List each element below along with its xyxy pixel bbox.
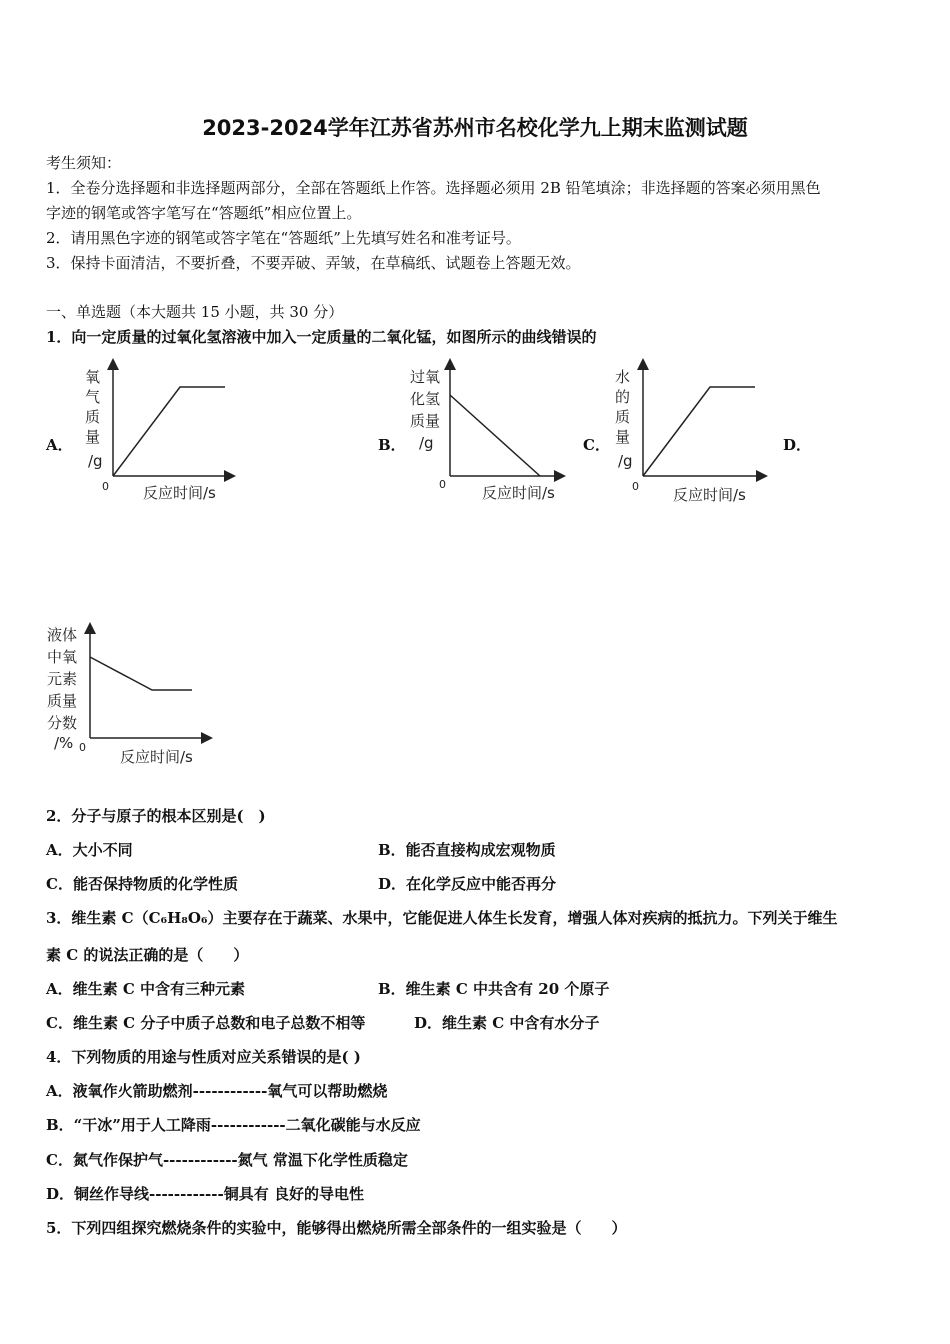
y-label-5: 分数 (47, 714, 78, 732)
x-label: 反应时间/s (482, 484, 555, 502)
y-label-3: 质量 (410, 412, 441, 430)
y-label-3: 质 (85, 408, 101, 426)
y-label-5: /g (618, 452, 633, 470)
q1-graph-b (405, 358, 575, 508)
notice-item-1-line-1: 1．全卷分选择题和非选择题两部分，全部在答题纸上作答。选择题必须用 2B 铅笔填涂；非选择题的答案必须用黑色 (46, 179, 821, 197)
x-label: 反应时间/s (143, 484, 216, 502)
q1-option-b-label: B． (378, 436, 406, 454)
q1-option-d-label: D． (783, 436, 812, 454)
x-label: 反应时间/s (673, 486, 746, 504)
q4-option-a: A．液氧作火箭助燃剂------------氧气可以帮助燃烧 (46, 1082, 388, 1100)
q4-option-d: D．铜丝作导线------------铜具有 良好的导电性 (46, 1185, 364, 1203)
origin-label: 0 (79, 741, 86, 754)
notice-item-3: 3．保持卡面清洁，不要折叠，不要弄破、弄皱，在草稿纸、试题卷上答题无效。 (46, 254, 581, 272)
y-label-3: 质 (615, 408, 631, 426)
y-label-4: /g (419, 434, 434, 452)
q4-stem: 4．下列物质的用途与性质对应关系错误的是( ) (46, 1048, 361, 1066)
q3-option-b: B．维生素 C 中共含有 20 个原子 (378, 980, 610, 998)
y-label-1: 过氧 (410, 368, 441, 386)
q1-option-c-label: C． (583, 436, 610, 454)
y-label-4: 量 (615, 428, 631, 446)
q5-stem: 5．下列四组探究燃烧条件的实验中，能够得出燃烧所需全部条件的一组实验是（ ） (46, 1219, 627, 1237)
q1-graph-a (80, 358, 250, 508)
q2-stem: 2．分子与原子的根本区别是( ) (46, 807, 266, 825)
q2-option-a: A．大小不同 (46, 841, 133, 859)
q1-graph-c (610, 358, 780, 508)
curve (90, 657, 192, 690)
y-label-4: 质量 (47, 692, 78, 710)
origin-label: 0 (632, 480, 639, 493)
notice-item-1-line-2: 字迹的钢笔或答字笔写在“答题纸”相应位置上。 (46, 204, 362, 222)
q3-option-a: A．维生素 C 中含有三种元素 (46, 980, 246, 998)
y-label-4: 量 (85, 428, 101, 446)
y-label-2: 化氢 (410, 390, 441, 408)
y-label-2: 的 (615, 388, 631, 406)
q2-option-d: D．在化学反应中能否再分 (378, 875, 557, 893)
page-title: 2023-2024学年江苏省苏州市名校化学九上期末监测试题 (202, 116, 748, 140)
curve (450, 395, 540, 476)
q4-option-c: C．氮气作保护气------------氮气 常温下化学性质稳定 (46, 1151, 408, 1169)
curve (643, 387, 755, 476)
q4-option-b: B．“干冰”用于人工降雨------------二氧化碳能与水反应 (46, 1116, 421, 1134)
q3-option-d: D．维生素 C 中含有水分子 (414, 1014, 600, 1032)
curve (113, 387, 225, 476)
y-label-1: 水 (615, 368, 631, 386)
q1-graph-d (42, 620, 222, 770)
x-label: 反应时间/s (120, 748, 193, 766)
q3-option-c: C．维生素 C 分子中质子总数和电子总数不相等 (46, 1014, 366, 1032)
y-label-1: 氧 (85, 368, 101, 386)
notice-item-2: 2．请用黑色字迹的钢笔或答字笔在“答题纸”上先填写姓名和准考证号。 (46, 229, 521, 247)
y-label-2: 气 (85, 388, 101, 406)
y-label-1: 液体 (47, 626, 78, 644)
origin-label: 0 (102, 480, 109, 493)
y-label-3: 元素 (47, 670, 78, 688)
section-heading: 一、单选题（本大题共 15 小题，共 30 分） (46, 303, 344, 321)
q2-option-c: C．能否保持物质的化学性质 (46, 875, 238, 893)
y-label-2: 中氧 (47, 648, 78, 666)
y-label-6: /% (54, 734, 74, 752)
origin-label: 0 (439, 478, 446, 491)
q3-stem-line-1: 3．维生素 C（C₆H₈O₆）主要存在于蔬菜、水果中，它能促进人体生长发育，增强人体对疾病的抵抗力。下列关于维生 (46, 909, 838, 927)
q3-stem-line-2: 素 C 的说法正确的是（ ） (46, 946, 249, 964)
q1-option-a-label: A． (46, 436, 73, 454)
y-label-5: /g (88, 452, 103, 470)
notice-heading: 考生须知： (46, 154, 122, 172)
q1-stem: 1．向一定质量的过氧化氢溶液中加入一定质量的二氧化锰，如图所示的曲线错误的 (46, 328, 597, 346)
q2-option-b: B．能否直接构成宏观物质 (378, 841, 556, 859)
